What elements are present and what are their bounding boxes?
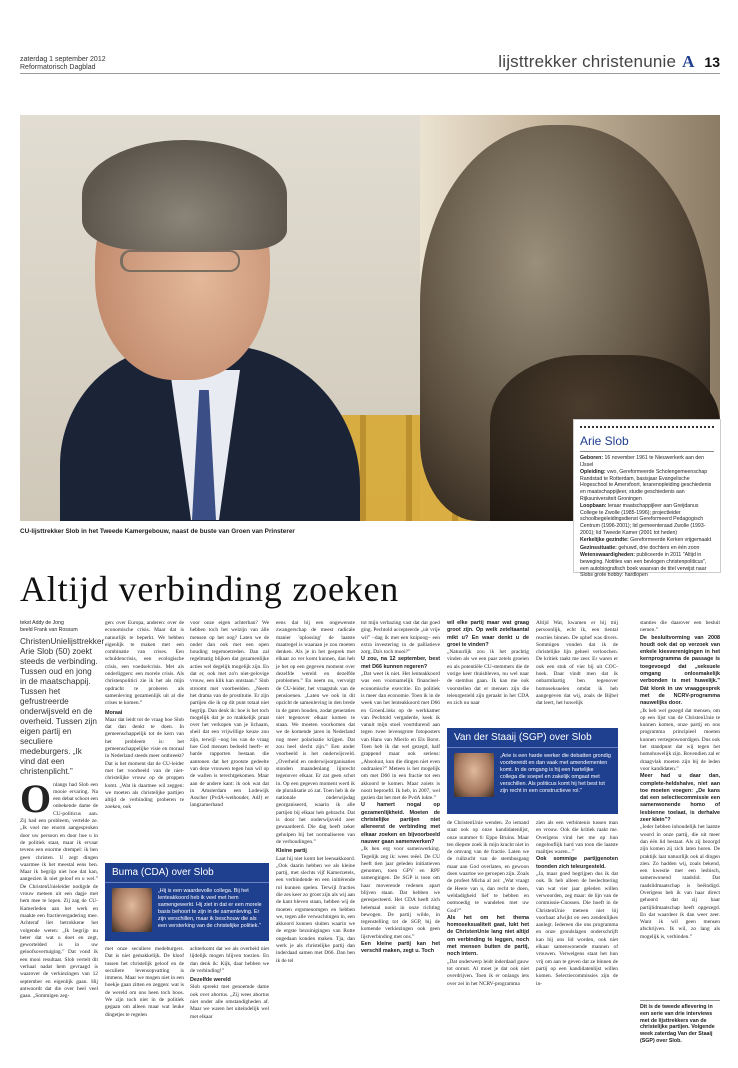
- article-headline: Altijd verbinding zoeken: [20, 569, 400, 609]
- body-paragraph: Maar dat leidt tot de vraag hoe Slob dat dan denkt te doen. In gemeenschappelijk tot de kern van het probleem is: het gemeenschappelijke visie en moraal in Nederland steeds meer ontbreekt? Dat is het moment dat de CU-leider met het voorbeeld van de niet-christelijke vrouw op de proppen komt. „Wat ik daarmee wil zeggen: we moeten als christelijke partijen altijd de verbinding proberen te zoeken, ook: [105, 716, 184, 811]
- quote-text: „ Arie is een harde werker die debatten grondig voorbereidt en dan vaak met amendementen komt. In de omgang is hij een hartelijke collega die soepel en zakelijk omgaat met verschillen. Als politicus komt hij het best tot zijn recht in een constructieve rol.”: [500, 753, 611, 797]
- interview-question: Een kleine partij kan het verschil maken, zegt u. Toch: [361, 941, 440, 955]
- byline: tekst Addy de Jong beeld Frank van Rossum: [20, 620, 78, 633]
- paper-logo: A: [682, 52, 695, 71]
- article-column-6: [447, 620, 529, 708]
- subheading: Moraal: [105, 709, 123, 716]
- article-column-1: [20, 620, 105, 1001]
- profile-dotted-rule: [580, 426, 714, 431]
- body-paragraph: eens dat bij een ongewenste zwangerschap de meest radicale manier 'oplossing' de laatste maatregel is waaraan je zou moeten denken. Als je in het gesprek met elkaar zo ver komt kunnen, dan heb je het op een gegeven moment over dezelfde wereld en dezelfde problemen.” En neem nu, vervolgt de CU-leider, het vraagstuk van de pensioenen. „Laten we ook in dit opzicht de samenleving in den brede in de gaten houden, zodat generaties niet tegenover elkaar komen te staan. We moeten voorkomen dat we de komende jaren in Nederland nog meer polarisatie krijgen. Dat zou heel slecht zijn.” Een ander voorbeeld is het onderwijsveld. „Overheid en onderwijsorganisaties stonden maandenlang lijnrecht tegenover elkaar. Er zat geen schot in. Op een gegeven moment werd ik de pluralisatie zó zat. Toen heb ik de nationale onderwijsdag georganiseerd, waarin ik alle partijen bij elkaar heb gebracht. Dat is door het onderwijsveld zeer gewaardeerd. Die dag heeft zeker geholpen bij het normaliseren van de verhoudingen.”: [276, 620, 355, 845]
- header-rule: [20, 73, 720, 74]
- interview-question: Meer had u daar dan, complete-heldshalve, niet aan toe moeten voegen: „De kans dat een selectiecommissie een samenwonende homo of lesbienne toelaat, is derhalve zeer klein”?: [640, 773, 720, 824]
- section-header: [498, 52, 720, 72]
- profile-entry: Geboren: 16 november 1961 te Nieuwerkerk aan den IJssel: [580, 455, 704, 468]
- drop-cap: O: [20, 775, 52, 821]
- glasses-icon: [120, 250, 240, 272]
- interview-question: U zou, na 12 september, best met D66 kunnen regeren?: [361, 656, 440, 670]
- article-column-3-continued: [190, 946, 269, 1021]
- profile-box: [574, 420, 720, 579]
- profile-entry: Opleiding: vwo, Gereformeerde Scholengemeenschap Randstad te Rotterdam, basisjaar Evangelische Hogeschool te Amersfoort, lerarenopleiding geschiedenis en maatschappijleer, studie geschiedenis aan Rijksuniversiteit Groningen: [580, 469, 712, 502]
- article-column-7: [536, 620, 618, 708]
- body-paragraph: „Ik heb wel gezegd dat mensen, om op een lijst van de ChristenUnie te kunnen komen, onze partij en ons programma principieel moeten kunnen vertegenwoordigen. Dus ook het standpunt dat wij tegen het homohuwelijk zijn. Bovendien zal er draagvlak moeten zijn bij de leden voor kandidaten.”: [640, 707, 720, 772]
- quote-title: Buma (CDA) over Slob: [105, 863, 269, 883]
- section-title: lijsttrekker christenunie: [498, 52, 677, 71]
- body-paragraph: „Natuurlijk zou ik het prachtig vinden als we een paar zetels groeien en als potentiële CU-stemmers die de vorige keer thuisbleven, nu wel naar de stembus gaan. Ik kan me ook voorstellen dat er mensen zijn die teleurgesteld zijn geraakt in het CDA en zich nu naar: [447, 649, 529, 707]
- subheading: Kleine partij: [276, 848, 307, 855]
- interview-question: wil elke partij maar wat graag groot zijn. Op welk zeteltaantal mikt u? En waar denkt u de groei te vinden?: [447, 620, 529, 648]
- article-column-7-continued: [536, 820, 618, 988]
- interview-question: De besluitvorming van 2008 houdt ook dat op verzoek van enkele kiesverenigingen in het kernprogramma de passage is toegevoegd dat „seksuele omgang onlosmakelijk verbonden is met huwelijk.” Dát klonk in uw vraaggesprek met de NCRV-programma nauwelijks door.: [640, 634, 720, 707]
- body-paragraph: stanties die daarover een besluit nemen.”: [640, 620, 720, 634]
- series-note: Dit is de tweede aflevering in een serie van drie interviews met de lijsttrekkers van de christelijke partijen. Volgende week zaterdag Van der Staaij (SGP) over Slob.: [640, 1000, 720, 1045]
- issue-date-block: [20, 56, 106, 72]
- body-paragraph: „Dat onderwerp leidt inderdaad gauw tot onrust. Al moet je dat ook niet overdrijven. Toen ik er onlangs iets over zei in het NCRV-programma: [447, 958, 529, 987]
- interview-question: Als het om het thema homoseksualiteit gaat, lukt het de ChristenUnie lang niet altijd om verbinding te leggen, noch met mensen buiten de partij, noch intern.: [447, 914, 529, 958]
- body-paragraph: tot mijn verbazing vast dat dat goed ging. Pechtold accepteerde „uit vrije wil” –dag ik met een knipoog– een extra investering in de palliatieve zorg. Da's toch mooi?”: [361, 620, 440, 656]
- article-column-6-continued: [447, 820, 529, 988]
- body-paragraph: „Dat weet ik niet. Het lenteakkoord was een voornamelijk financieel-economische exercitie. En politiek is meer dan economie. Toen ik in de week van het lenteakkoord met D66 en GroenLinks op de werkkamer van Pechtold vergaderde, keek ik vanuit mijn stoel voortdurend aan tegen twee levensgrote fotoposters van Hans van Mierlo en Els Borst. Toen heb ik dat wel gezegd, half grappend maar ook serieus: „Absoluut, kun die dingen niet even ondraaien?” Meteen is het mogelijk om met D66 in een fractie tot een akkoord te komen. Maar zoiets is nooit beproefd. Ik heb, in 2007, wel gezien dat het met de PvdA lukte.”: [361, 671, 440, 802]
- portrait-photo: [454, 753, 494, 797]
- interview-question: U hamert nogal op gezamenlijkheid. Moeten de christelijke partijen niet allereerst de verbinding met elkaar zoeken en bijvoorbeeld nauwer gaan samenwerken?: [361, 802, 440, 845]
- body-paragraph: „Ja, maar goed begrijpen dus ik dat ook. Ik heb alleen de beslechtering van wat vier jaar geleden willen verwoorden, zeg maar: de lijn van de commissie-Cnossen. Die hoeft in de ChristenUnie meteen niet bij voorbaat afwijkt en een zendenlijkes aanlegt. Iedereen die ons programma en onze grondslagen onderschrijft kan bij ons lid worden, ook niet elkaar samenwonende mannen of vrouwen. Verwelgens staat het hun vrij om aan te geven dat ze binnen de partij op een kandidatenlijst willen komen. Selectiecommissies zijn de in-: [536, 871, 618, 987]
- body-paragraph: de ChristenUnie wenden. Zo iemand staat ook op onze kandidatenlijst, onze nummer 6: Eppo Bruins. Maar ten diepste zoek ik mijn kracht niet in de omvang van de fractie. Laten we de ruilzucht van de stembusgang maar aan God overlaten, en gewoon doen waartoe we geroepen zijn. Zoals de profeet Micha al zei: „Wat vraagt de Heere van u, dan recht te doen, weldadigheid lief te hebben en ootmoedig te wandelen met uw God?”: [447, 820, 529, 914]
- body-paragraph: „Ik ben erg voor samenwerking. Tegelijk zeg ik: wees reëel. De CU heeft tien jaar geleden initiatieven genomen, toen GPV en RPF samengingen. De SGP is toen om haar moverende redenen apart blijven staan. Dat hebben we gerespecteerd. Het CDA heeft zich helemaal nooit in onze richting bewogen. De partij wilde, in tegenstelling tot de SGP, bij de komende verkiezingen ook geen lijstverbinding met ons.”: [361, 846, 440, 940]
- profile-entry: Loopbaan: leraar maatschappijleer aan Greijdanus College te Zwolle (1985-1996); projectleider schoolbegeleidingsdienst Gereformeerd Pedagogisch Centrum (1996-2001); lid gemeenteraad Zwolle (1993-2001); lid Tweede Kamer (2001 tot heden): [580, 503, 706, 536]
- quote-text: „ Hij is een waardevolle collega. Bij het lenteakkoord heb ik veel met hem samengewerkt. Hij ziet in dat er een morele basis behoort te zijn in de samenleving. Er zijn verschillen, maar ik beschouw die als een versterking van de christelijke politiek.”: [158, 888, 262, 932]
- newspaper-name: Reformatorisch Dagblad: [20, 64, 96, 71]
- profile-entry: Wetenswaardigheden: publiceerde in 2011 "Altijd in beweging. Notities van een bevlogen christenpoliticus", een autobiografisch boek waarvan de titel verwijst naar Slobs grote hobby: hardlopen: [580, 552, 707, 579]
- body-paragraph: zien als een verbintenis tussen man en vrouw. Ook die kritiek raakt me. Overigens vind het me op hun ongelooflijk hard van toon die laatste mailtjes waren...”: [536, 820, 618, 856]
- quote-box-buma: [105, 863, 269, 941]
- profile-entry: Kerkelijke gezindte: Gereformeerde Kerken vrijgemaakt: [580, 537, 712, 544]
- photo-caption: [20, 528, 295, 535]
- subheading: Dezelfde wereld: [190, 977, 231, 984]
- body-paragraph: Laat hij niet komt het leensakkoord. „Ook daarin hebben we als kleine partij, met slechts vijf Kamerzetels, een verbindende en een initiërende rol kunnen spelen. Terwijl fracties die zes keer zo groot zijn als wij aan de kant bleven staan, hebben wij de moeten ergsmenomgen en hebben we, tegen alle verwachtingen in, een akkoord kunnen sluiten waarin we de ergste bezuinigingen van Rutte ongedaan konden maken. Tja, dan werk je als christelijke partij dan inderdaad samen met D66. Dan ben ik de tel: [276, 855, 355, 964]
- article-intro: ChristenUnielijsttrekker Arie Slob (50) zoekt steeds de verbinding. Tussen oud en jong in de maatschappij. Tussen het gefrustreerde onderwijsveld en de overheid. Tussen zijn eigen partij en seculiere medeburgers. „Ik vind dat een christenplicht.”: [20, 636, 105, 776]
- profile-name: Arie Slob: [580, 434, 629, 448]
- body-paragraph: Altijd Wat, kwamen er bij mij persoonlijk, echt ík, een tiental reacties binnen. De ophef was divers. Sommigen vonden dat ik de christelijke lijn geheel verloochen. De kritiek raakt me zeer. Er waren er ook een stuk of vier bij uit COC-hoek. Daar vindt men dat ik onbarmhartig ben tegenover homoseksuelen omdat ik heb aangegeven dat wij, zoals de Bijbel dat leert, het huwelijk: [536, 620, 618, 707]
- body-paragraph: „Ieder hebben inhoudelijk het laatste woord in onze partij, die uit meer dan één lid bestaat. Als zij bezorgd zijn komen zij zich laten horen. De praktijk laat natuurlijk ook al dingen zien. Zo hadden wij, zoals bekend, een kwestie met een lesbisch, samenwonend raadslid. Dat raadslidmaatschap is beëindigd. Overigens heb ik van haar direct gehoord dat zij haar partijlidmaatschap heeft opgezegd. En dat waardeer ik dan weer zeer. Want ik wil geen mensen afschrijven. Ik wil, zo lang als mogelijk is, verbinden.”: [640, 824, 720, 940]
- article-column-8: [640, 620, 720, 941]
- quote-box-van-der-staaij: [447, 728, 618, 814]
- body-paragraph: Onlangs had Slob een mooie ervaring. Na een debat schoot een onbekende dame de CU-politicus aan. Zij had een probleem, vertelde ze. „Ik voel me enorm aangesproken door uw persoon en door hoe u in de politiek staat, maar ik ervaar tevens een enorme drempel: ik ben geen christen. U zegt dingen waarmee ik het meestal eens ben. Maar ik begrijp niet hoe dat kan, aangezien ik niet geloof en u wel.” De ChristenUnieleider nodigde de vrouw meteen uit een dagje met hem mee te lopen. Zij zag de CU-Kamerleden aan het werk en maakte een fractievergadering mee. Achteraf liet betrokkene het volgende weten: „Ik begrijp nu beter dat wat u doet en zegt, gewortelded is in uw geloofsovertuiging.” Dat vond ik een mooi resultaat. Slob vertelt dit verhaal nadat hem gevraagd is waarover de verkiezingen van 12 september en eigenlijk gaan. Hij antwoordt dat die over heel veel gaan. „Sommigen zeg-: [20, 775, 98, 1000]
- body-paragraph: met onze seculiere medeburgers. Dat is niet gemakkelijk. De kloof tussen het christelijk geloof en de seculiere levensopvatting is immens. Maar we mogen niet in een hoekje gaan zitten en zeggen: wat is de wereld om ons heen toch boos. We zijn toch niet in de politiek gegaan om alleen maar wat leuke dingetjes te regelen: [105, 946, 184, 1018]
- body-paragraph: achterkomt dat we als overheid niet lijdelijk mogen blijven toezien. En dan denk ik: Kijk, daar hebben we de verbinding!”: [190, 946, 269, 974]
- article-column-4: [276, 620, 355, 965]
- page-number: 13: [704, 54, 720, 70]
- body-paragraph: Slob spreekt met genoemde dame ook over abortus. „Zij wees abortus niet onder alle omstandigheden af. Maar we waren het uiteindelijk wel met elkaar: [190, 984, 269, 1020]
- profile-entry: Gezinssituatie: gehuwd, drie dochters en één zoon: [580, 544, 700, 551]
- article-column-5: [361, 620, 440, 956]
- body-paragraph: voor onze eigen achterban? We hebben toch het welzijn van álle mensen op het oog? Laten we de onder dan ook met een open houding tegemoetreden. Dan zal regelmatig blijken dat gezamenlijke acties wel degelijk mogelijk zijn. En dat er, ook met zo'n niet-gelovige vrouw, een klik kan ontstaan.” Slob stroomt met voorbeelden. „Neem het drama van de prostitutie. Er zijn partijen die ik op dit punt totaal niet begrijp. Dan denk ik: hoe is het toch mogelijk dat je zo makkelijk praat over het verkopen van je lichaam, sheil dat een vrijwillige keuze zou zijn, terwijl –nog los van de vraag hoe God mensen bedoeld heeft– er harde rapporten bestaan die aantonen dat het grootste gedeelte van deze vrouwen tegen hun wil op de wallen is terechtgekomen. Maar aan de andere kant: ik ook wat dat in Amsterdam een Lodewijk Asscher (PvdA-wethouder, AdJ) er langzamerhand: [190, 620, 269, 809]
- issue-date: zaterdag 1 september 2012: [20, 56, 106, 63]
- profile-rule: [580, 451, 714, 452]
- caption-text: CU-lijsttrekker Slob in het Tweede Kamergebouw, naast de buste van Groen van Prinsterer: [20, 528, 295, 535]
- man-hair: [82, 140, 287, 250]
- article-column-3: [190, 620, 269, 810]
- interview-question: Ook sommige partijgenoten toonden zich teleurgesteld.: [536, 856, 618, 870]
- article-column-2-continued: [105, 946, 184, 1019]
- quote-title: Van der Staaij (SGP) over Slob: [447, 728, 618, 748]
- article-column-2: [105, 620, 184, 812]
- portrait-photo: [112, 888, 152, 932]
- body-paragraph: gen: over Europa, anderen: over de economische crisis. Maar dat is natuurlijk te beperkt. We hebben eigenlijk te maken met een combinatie van crises. Een schuldencrisis, een ecologische crisis, een voedselcrisis. Met als onderliggers: een morele crisis. Als christenpolitici zie ik het als mijn opdracht te proberen als samenleving gezamenlijk uit al die crises te komen.”: [105, 620, 184, 707]
